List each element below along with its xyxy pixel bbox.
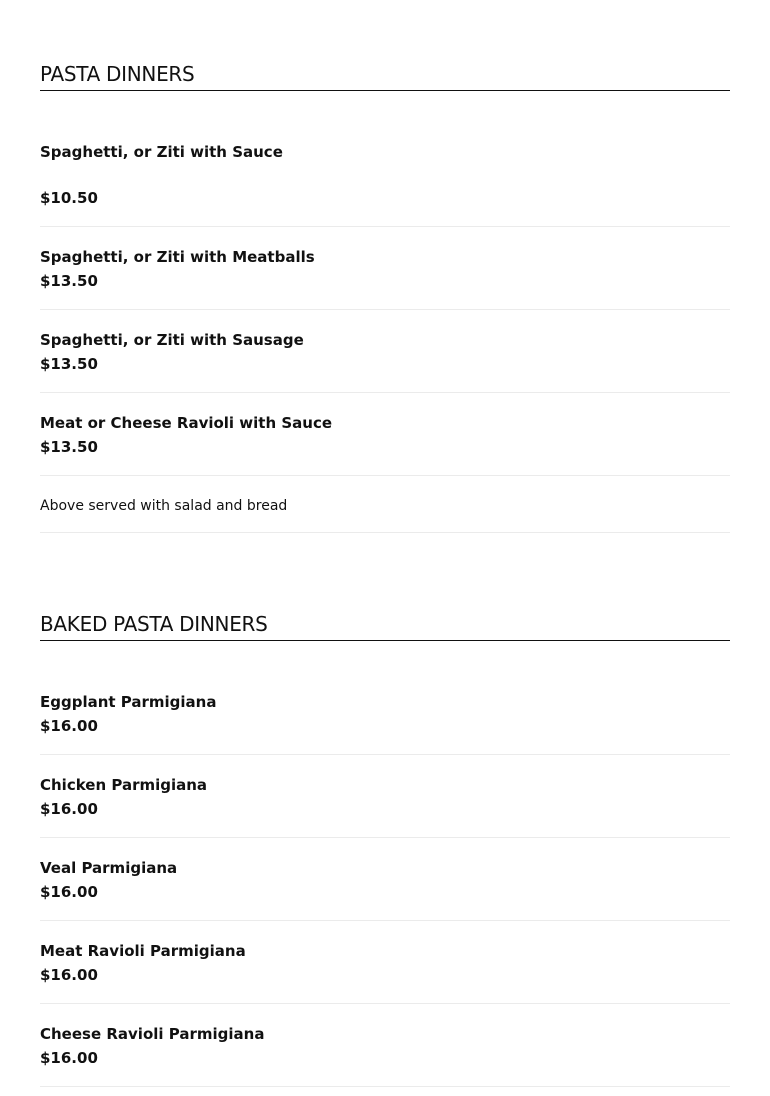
menu-item-name: Chicken Parmigiana (40, 776, 208, 794)
menu-item-price: $16.00 (40, 883, 98, 901)
menu-item-price: $13.50 (40, 272, 98, 290)
menu-item-price: $13.50 (40, 438, 98, 456)
menu-item-price: $13.50 (40, 355, 98, 373)
menu-page (40, 0, 730, 1087)
menu-item-name: Spaghetti, or Ziti with Meatballs (40, 248, 315, 266)
menu-section-note: Above served with salad and bread (40, 476, 730, 533)
menu-item (40, 755, 730, 838)
section-title: PASTA DINNERS (40, 62, 730, 91)
menu-item (40, 91, 730, 227)
menu-item-name: Meat or Cheese Ravioli with Sauce (40, 414, 333, 432)
menu-item (40, 1004, 730, 1087)
menu-section-baked-pasta-dinners (40, 612, 730, 1087)
menu-item-name: Cheese Ravioli Parmigiana (40, 1025, 265, 1043)
menu-item-name: Spaghetti, or Ziti with Sausage (40, 331, 304, 349)
menu-item-name: Veal Parmigiana (40, 859, 178, 877)
section-title: BAKED PASTA DINNERS (40, 612, 730, 641)
menu-item-price: $16.00 (40, 966, 98, 984)
menu-item (40, 838, 730, 921)
menu-section-pasta-dinners (40, 62, 730, 533)
menu-item (40, 393, 730, 476)
menu-item-price: $16.00 (40, 1049, 98, 1067)
menu-item (40, 641, 730, 755)
menu-item-price: $10.50 (40, 189, 98, 207)
menu-item (40, 921, 730, 1004)
menu-item-price: $16.00 (40, 717, 98, 735)
menu-item (40, 227, 730, 310)
menu-item-price: $16.00 (40, 800, 98, 818)
menu-item-name: Meat Ravioli Parmigiana (40, 942, 246, 960)
menu-item-name: Spaghetti, or Ziti with Sauce (40, 143, 283, 161)
menu-item-name: Eggplant Parmigiana (40, 693, 217, 711)
menu-item (40, 310, 730, 393)
